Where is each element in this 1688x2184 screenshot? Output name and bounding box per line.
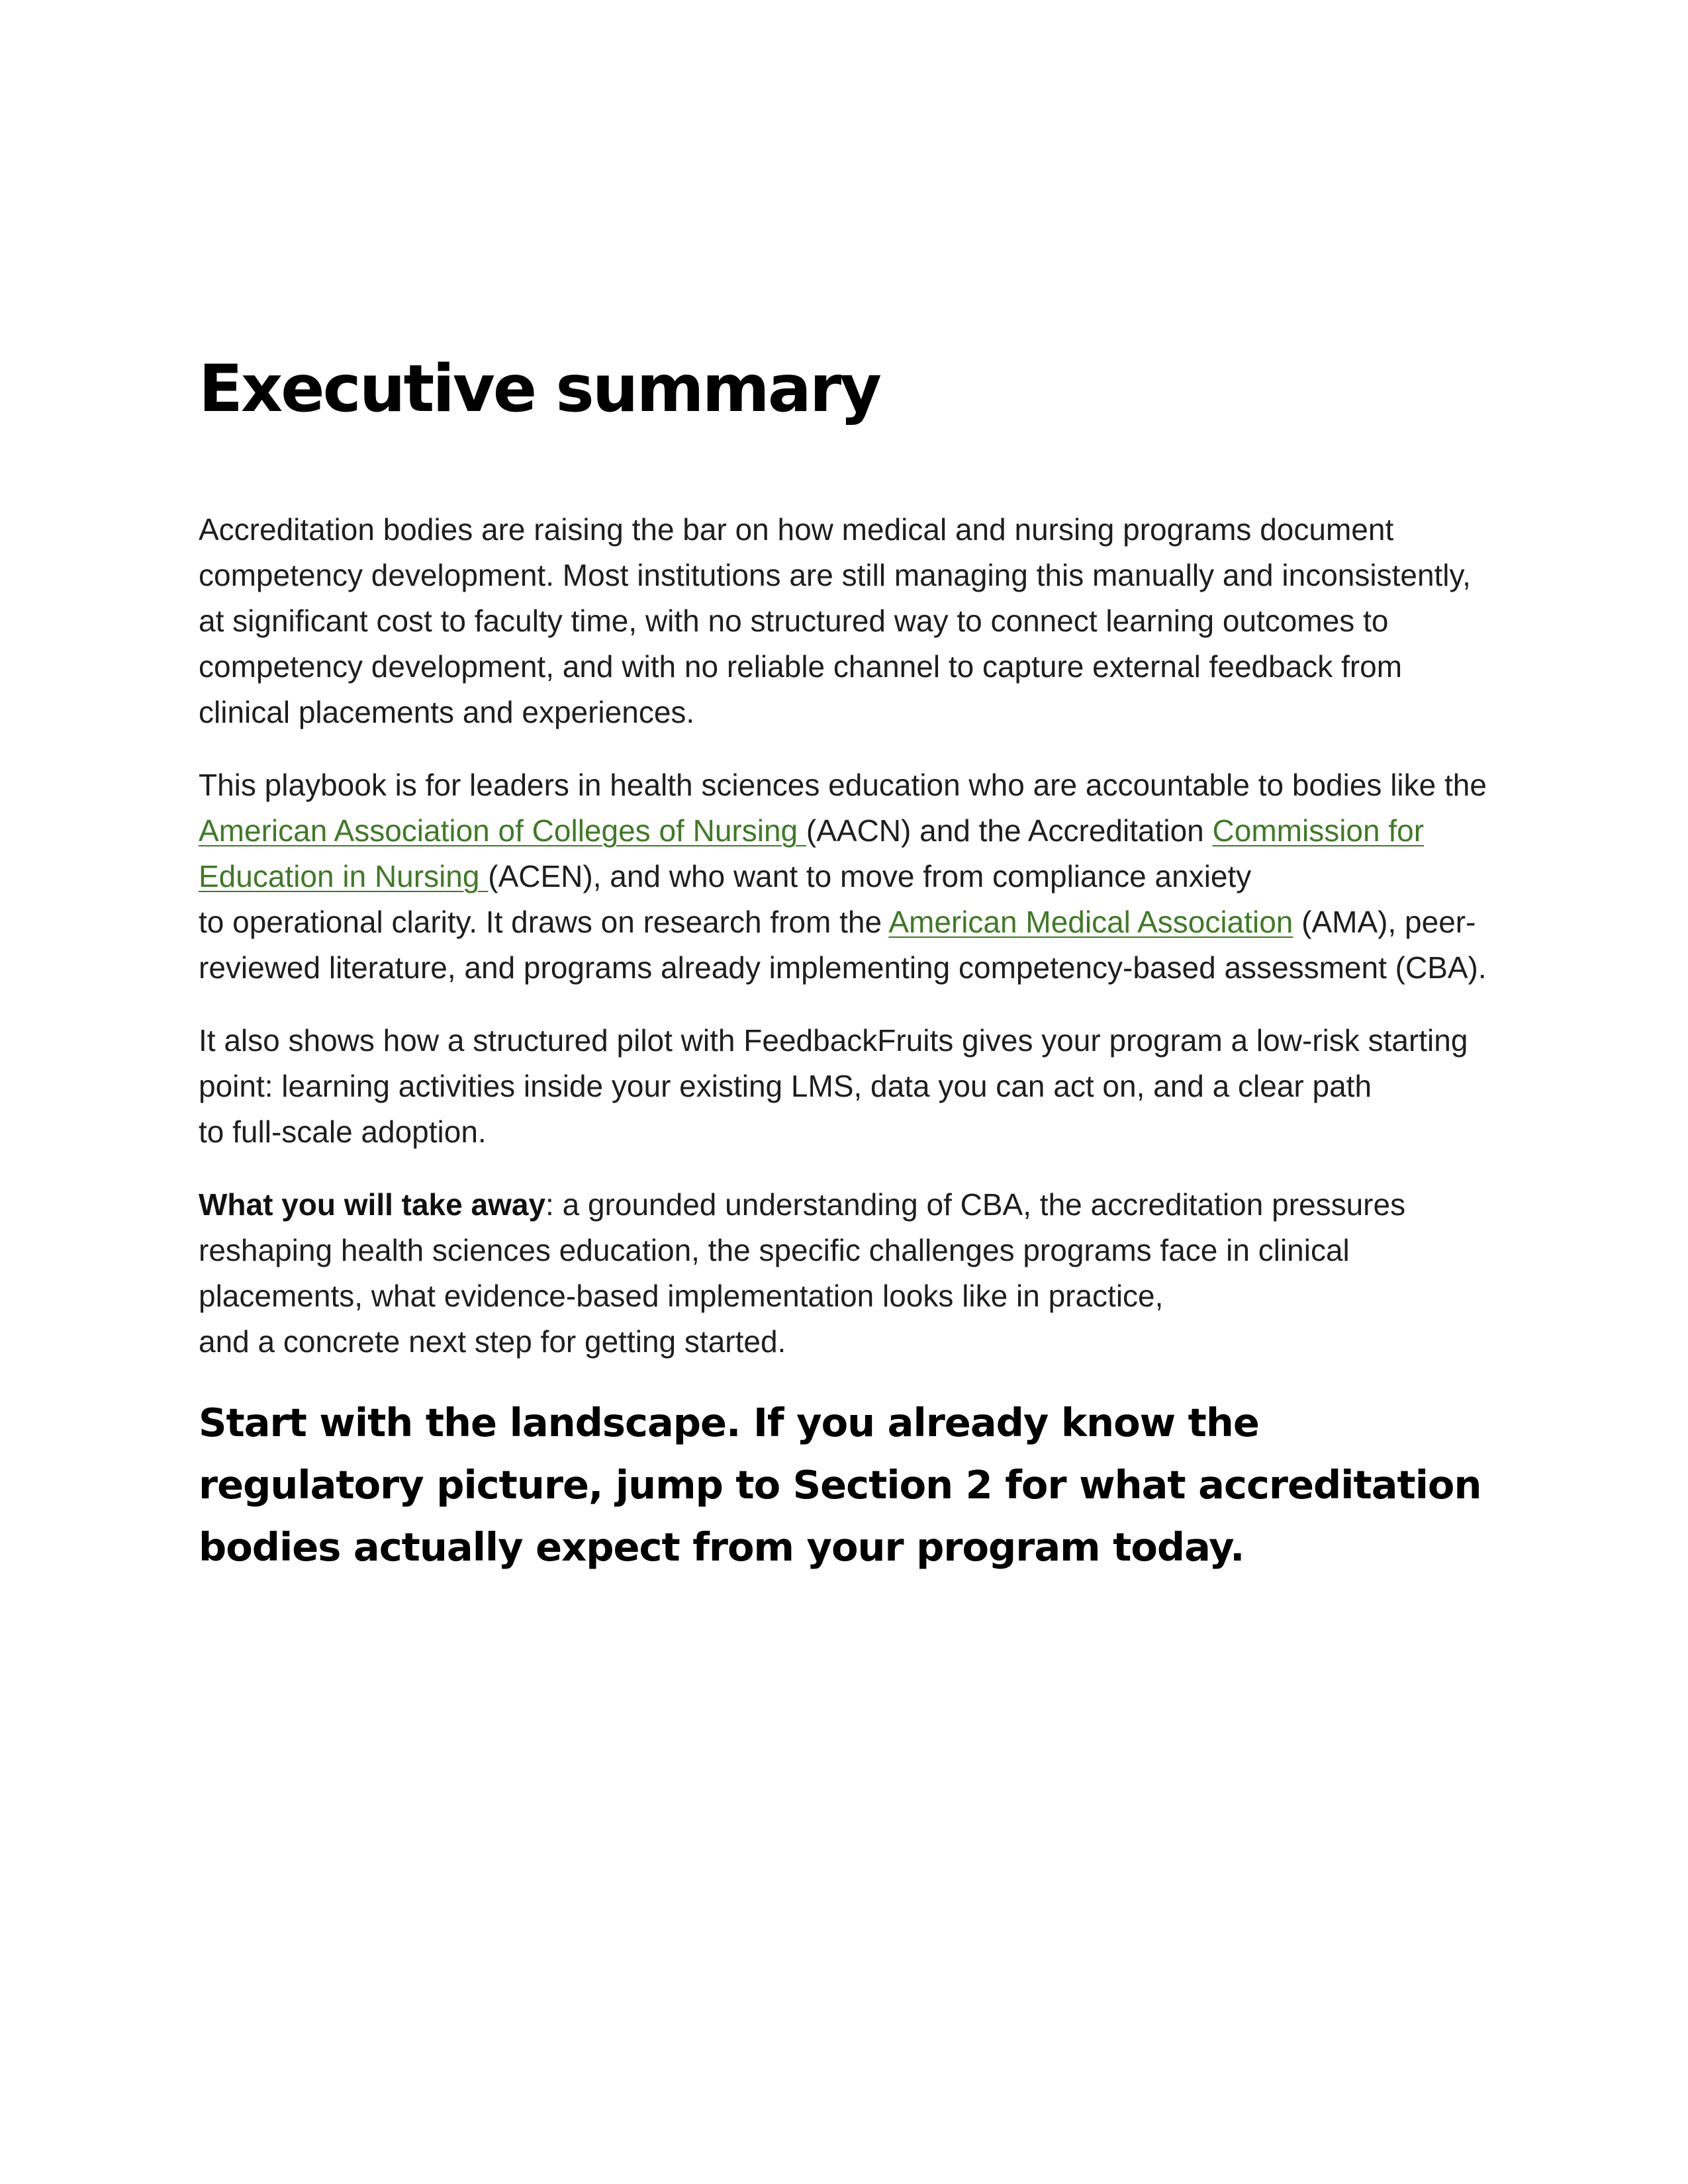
aacn-link[interactable]: American Association of Colleges of Nursing [199,813,806,848]
paragraph-text: and a concrete next step for getting started. [199,1324,786,1359]
paragraph-text: It also shows how a structured pilot with FeedbackFruits gives your program a low-risk starting point: learning activities inside your existing LMS, data you can act on, and a clear path [199,1023,1468,1103]
section-callout: Start with the landscape. If you already know the regulatory picture, jump to Section 2 for what accreditation bodies actually expect from your program today. [199,1399,1481,1570]
paragraph-text: : a grounded understanding of CBA, the accreditation pressures reshaping health sciences education, the specific challenges programs face in clinical placements, what evidence-based implementation looks like in practice, [199,1187,1406,1313]
paragraph-playbook-audience [199,762,1489,991]
page-title: Executive summary [199,351,880,427]
executive-summary-section [199,351,1489,1578]
paragraph-accreditation-context [199,507,1489,735]
ama-link[interactable]: American Medical Association [888,904,1293,939]
paragraph-takeaways [199,1182,1489,1365]
paragraph-text: to full-scale adoption. [199,1114,487,1149]
acen-link[interactable]: Commission for Education in Nursing [199,813,1425,893]
paragraph-text: Accreditation bodies are raising the bar on how medical and nursing programs document competency development. Most institutions are still managing this manually and inconsistently, at significant cost to faculty time, with no structured way to connect learning outcomes to competency development, and with no reliable channel to capture external feedback from clinical placements and experiences. [199,512,1471,729]
takeaway-lead: What you will take away [199,1187,546,1222]
paragraph-text: to operational clarity. It draws on research from the [199,904,889,939]
summary-body [199,507,1489,1365]
paragraph-text: (ACEN), and who want to move from compliance anxiety [488,858,1252,893]
paragraph-text: This playbook is for leaders in health sciences education who are accountable to bodies like the [199,767,1487,802]
paragraph-text: (AACN) and the Accreditation [806,813,1213,848]
paragraph-pilot [199,1018,1489,1155]
paragraph-text: (AMA), peer-reviewed literature, and programs already implementing competency-based assessment (CBA). [199,904,1487,985]
